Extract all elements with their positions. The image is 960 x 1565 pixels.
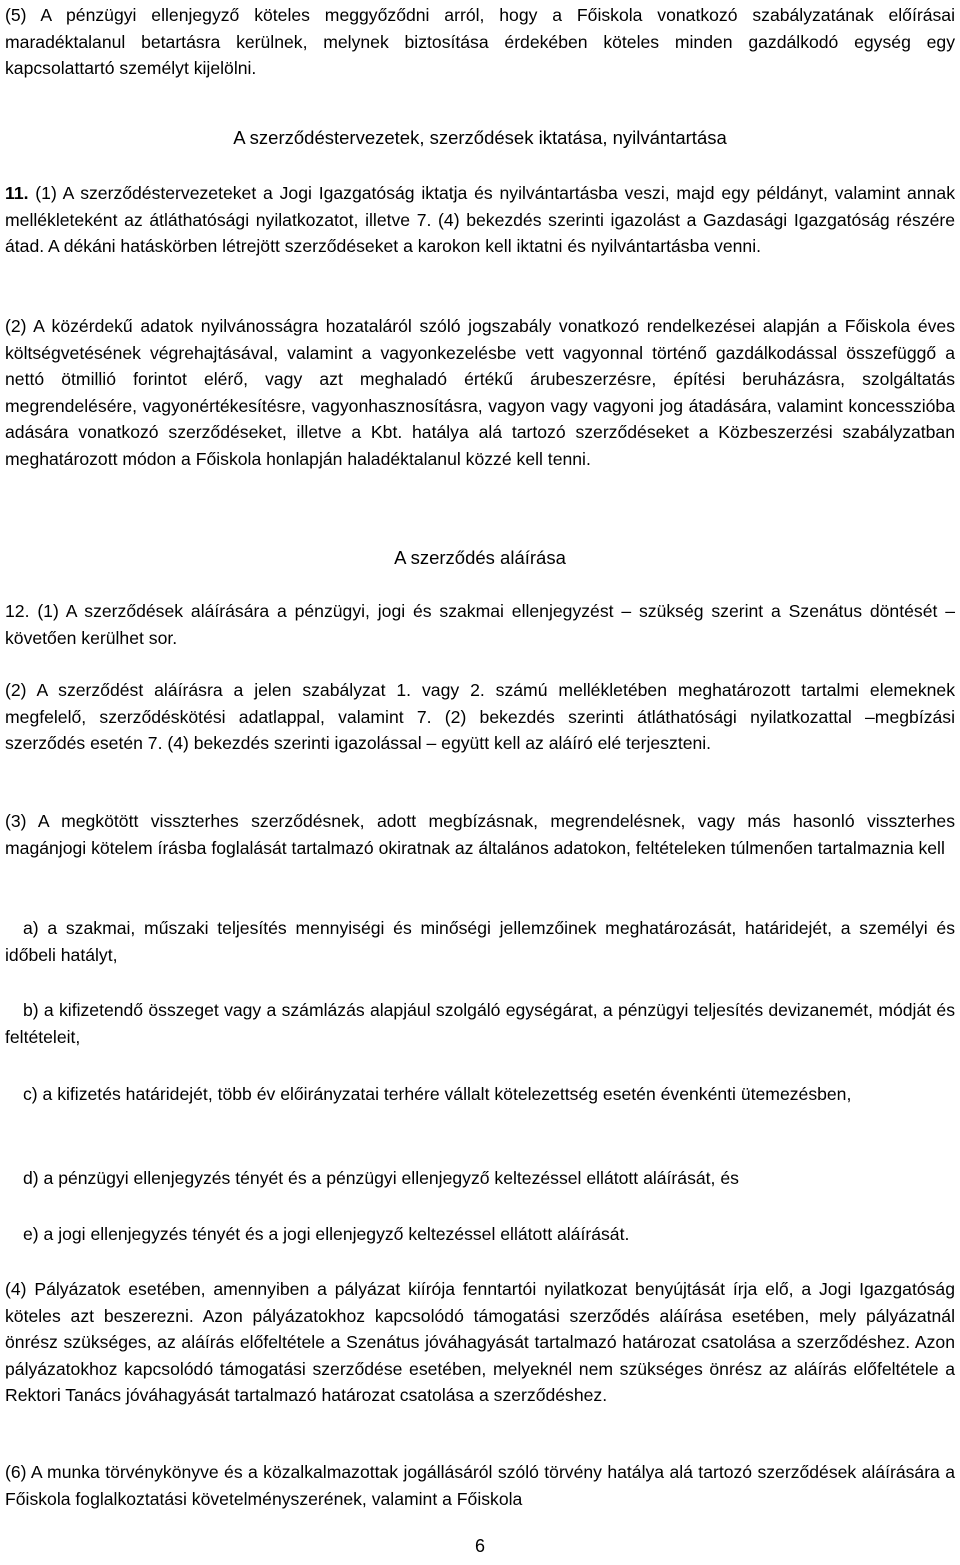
list-item-a: a) a szakmai, műszaki teljesítés mennyiségi és minőségi jellemzőinek meghatározását, határidejét, a személyi és időbeli hatályt, [5,918,955,965]
heading-iktatas: A szerződéstervezetek, szerződések iktatása, nyilvántartása [233,127,727,148]
paragraph-intro: (5) A pénzügyi ellenjegyző köteles meggyőződni arról, hogy a Főiskola vonatkozó szabályzatának előírásai maradéktalanul betartásra kerülnek, melynek biztosítása érdekében köteles minden gazdálkodó egység egy kapcsolattartó személyt kijelölni. [5,5,955,78]
page-number: 6 [474,1536,485,1556]
paragraph-11-1 [5,180,955,260]
paragraph-12-1 [5,598,955,651]
paragraph-11-1-text: (1) A szerződéstervezeteket a Jogi Igazgatóság iktatja és nyilvántartásba veszi, majd egy példányt, valamint annak mellékleteként az átláthatósági nyilatkozatot, illetve 7. (4) bekezdés szerinti igazolást a Gazdasági Igazgatóság részére átad. A dékáni hatáskörben létrejött szerződéseket a karokon kell iktatni és nyilvántartásba venni. [5,183,955,256]
paragraph-12-1-text: (1) A szerződések aláírására a pénzügyi, jogi és szakmai ellenjegyzést – szükség szerint a Szenátus döntését – követően kerülhet sor. [5,601,955,648]
list-item-d: d) a pénzügyi ellenjegyzés tényét és a pénzügyi ellenjegyző keltezéssel ellátott aláírását, és [23,1168,739,1188]
heading-alairas: A szerződés aláírása [394,547,566,568]
list-item-c: c) a kifizetés határidejét, több év előirányzatai terhére vállalt kötelezettség esetén évenkénti ütemezésben, [23,1084,852,1104]
list-item-e: e) a jogi ellenjegyzés tényét és a jogi ellenjegyző keltezéssel ellátott aláírását. [23,1224,630,1244]
section-number-11: 11. [5,183,29,203]
paragraph-11-2: (2) A közérdekű adatok nyilvánosságra hozataláról szóló jogszabály vonatkozó rendelkezései alapján a Főiskola éves költségvetésének végrehajtásával, valamint a vagyonkezelésbe vett vagyonnal történő gazdálkodással összefüggő a nettó ötmillió forintot elérő, vagy azt meghaladó értékű árubeszerzésre, építési beruházásra, szolgáltatás megrendelésére, vagyonértékesítésre, vagyonhasznosításra, vagyon vagy vagyoni jog átadására, valamint koncesszióba adására vonatkozó szerződéseket, illetve a Kbt. hatálya alá tartozó szerződéseket a Közbeszerzési szabályzatban meghatározott módon a Főiskola honlapján haladéktalanul közzé kell tenni. [5,316,955,469]
paragraph-12-6: (6) A munka törvénykönyve és a közalkalmazottak jogállásáról szóló törvény hatálya alá tartozó szerződések aláírására a Főiskola foglalkoztatási követelményszerének, valamint a Főiskola [5,1462,955,1509]
list-item-b: b) a kifizetendő összeget vagy a számlázás alapjául szolgáló egységárat, a pénzügyi teljesítés devizanemét, módját és feltételeit, [5,1000,955,1047]
paragraph-12-4: (4) Pályázatok esetében, amennyiben a pályázat kiírója fenntartói nyilatkozat benyújtását írja elő, a Jogi Igazgatóság köteles azt beszerezni. Azon pályázatokhoz kapcsolódó támogatási szerződés aláírása esetében, mely pályázatnál önrész szükséges, az aláírás előfeltétele a Szenátus jóváhagyását tartalmazó határozat csatolása a szerződéshez. Azon pályázatokhoz kapcsolódó támogatási szerződése esetében, melyeknél nem szükséges önrész az aláírás előfeltétele a Rektori Tanács jóváhagyását tartalmazó határozat csatolása a szerződéshez. [5,1279,955,1405]
paragraph-12-2: (2) A szerződést aláírásra a jelen szabályzat 1. vagy 2. számú mellékletében meghatározott tartalmi elemeknek megfelelő, szerződéskötési adatlappal, valamint 7. (2) bekezdés szerinti átláthatósági nyilatkozattal –megbízási szerződés esetén 7. (4) bekezdés szerinti igazolással – együtt kell az aláíró elé terjeszteni. [5,680,955,753]
paragraph-12-3: (3) A megkötött visszterhes szerződésnek, adott megbízásnak, megrendelésnek, vagy más hasonló visszterhes magánjogi kötelem írásba foglalását tartalmazó okiratnak az általános adatokon, feltételeken túlmenően tartalmaznia kell [5,811,955,858]
section-number-12: 12. [5,601,30,621]
